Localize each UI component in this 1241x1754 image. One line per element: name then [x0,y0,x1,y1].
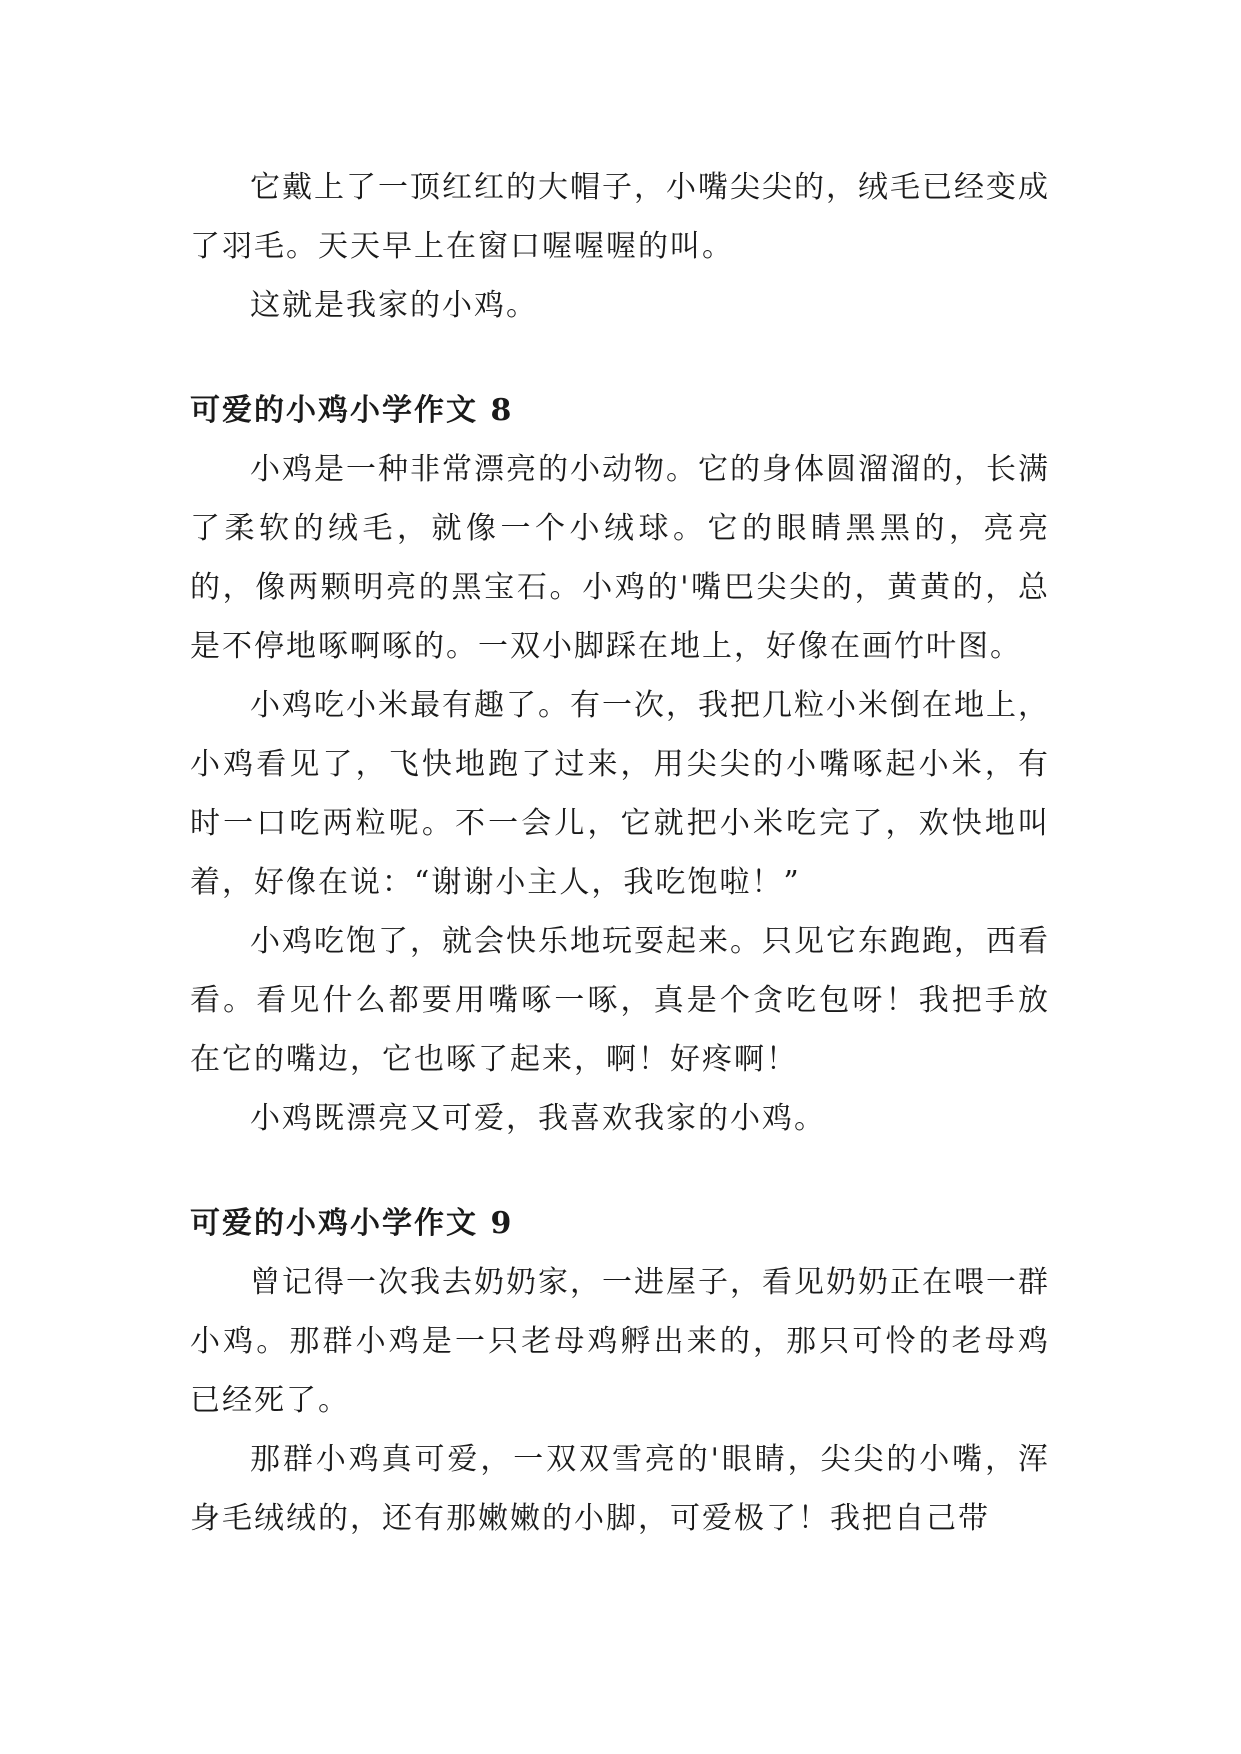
section-heading: 可爱的小鸡小学作文 8 [190,393,514,428]
essay-section-8 [190,381,1050,1148]
section-heading: 可爱的小鸡小学作文 9 [190,1206,514,1241]
paragraph: 这就是我家的小鸡。 [250,288,538,323]
essay-section-9 [190,1194,1050,1548]
document-page [190,158,1050,1548]
paragraph: 小鸡是一种非常漂亮的小动物。它的身体圆溜溜的，长满了柔软的绒毛，就像一个小绒球。它的眼睛黑黑的，亮亮的，像两颗明亮的黑宝石。小鸡的'嘴巴尖尖的，黄黄的，总是不停地啄啊啄的。一双小脚踩在地上，好像在画竹叶图。 [190,452,1050,664]
section-spacer [190,335,1050,381]
paragraph: 曾记得一次我去奶奶家，一进屋子，看见奶奶正在喂一群小鸡。那群小鸡是一只老母鸡孵出来的，那只可怜的老母鸡已经死了。 [190,1265,1050,1418]
paragraph: 那群小鸡真可爱，一双双雪亮的'眼睛，尖尖的小嘴，浑身毛绒绒的，还有那嫩嫩的小脚，可爱极了！我把自己带 [190,1442,1050,1536]
paragraph: 小鸡吃小米最有趣了。有一次，我把几粒小米倒在地上，小鸡看见了，飞快地跑了过来，用尖尖的小嘴啄起小米，有时一口吃两粒呢。不一会儿，它就把小米吃完了，欢快地叫着，好像在说：“谢谢小主人，我吃饱啦！” [190,688,1050,900]
paragraph: 它戴上了一顶红红的大帽子，小嘴尖尖的，绒毛已经变成了羽毛。天天早上在窗口喔喔喔的叫。 [190,170,1050,264]
paragraph: 小鸡吃饱了，就会快乐地玩耍起来。只见它东跑跑，西看看。看见什么都要用嘴啄一啄，真是个贪吃包呀！我把手放在它的嘴边，它也啄了起来，啊！好疼啊！ [190,924,1050,1077]
essay-section-continued [190,158,1050,335]
paragraph: 小鸡既漂亮又可爱，我喜欢我家的小鸡。 [250,1101,826,1136]
section-spacer [190,1148,1050,1194]
